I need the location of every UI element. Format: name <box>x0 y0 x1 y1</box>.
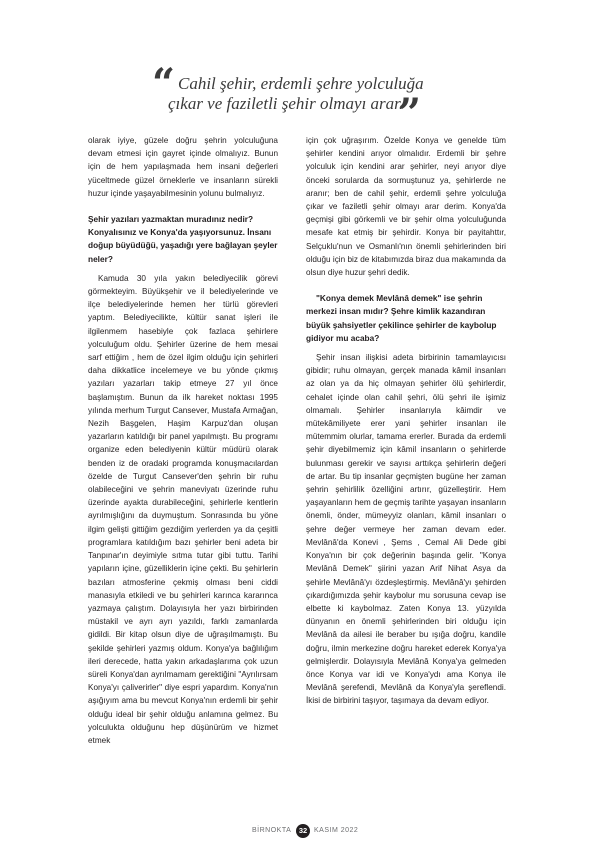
right-paragraph-1: için çok uğraşırım. Özelde Konya ve genelde tüm şehirler kendini arıyor olmalıdır. Erdemli bir şehre yolculuk için kendini arar şehirler, neyi arıyor diye önceki sorularda da sormuştunuz ya, şehirlerde ne aranır; ben de cahil şehir, erdemli şehre yolculuğa çıkar ve faziletli şehir olmayı arar derim. Konya'da geçmişi gibi görkemli ve bir şehir olma yolculuğunda mesafe kat etmiş bir şehirdir. Konya bir payitahttır, Selçuklu'nun ve Osmanlı'nın önemli şehirlerinden biri olduğu için biz de kitabımızda biraz dua makamında da olsun diye huzur şehri dedik. <box>306 136 506 278</box>
right-paragraph-2: Şehir insan ilişkisi adeta birbirinin tamamlayıcısı gibidir; ruhu olmayan, gerçek manada kâmil insanları az olan ya da hiç olmayan şehirler ölü şehirlerdir, cehalet içinde olan cahil şehri, ölü şehri ile işimiz olmamalı. Şehirler insanlarıyla kâimdir ve mütekâmiliyete erer yani şehirler insanları ile mütemmim olurlar, tamama ererler. Burada da erdemli şehir diyebilmemiz için kâmil insanların o şehirlerde bulunması gerekir ve sayısı arttıkça şehirlerin değeri de artar. Bu tip insanlar geçmişten bugüne her zaman şehrin şehirlilik özelliğini artırır, güzelleştirir. Hem yaşayanların hem de geçmiş tarihte yaşayan insanların önemli, önder, mümeyyiz olanları, kâmil insanları o şehre değer vermeye her zaman devam eder. Mevlânâ'da Konevi , Şems , Cemal Ali Dede gibi Konya'nın bir çok değerinin başında gelir. "Konya Mevlânâ Demek" şiirini yazan Arif Nihat Asya da şehirle Mevlânâ'yı özdeşleştirmiş. Mevlânâ'yı şehirden çıkardığımızda şehir kaybolur mu sorusuna cevap ise elbette ki kaybolmaz. Zaten Konya 13. yüzyılda dünyanın en önemli şehirlerinden biri olduğu için Mevlânâ da ailesi ile beraber bu ışığa doğru, kandile doğru, ilmin merkezine doğru hareket ederek Konya'ya gelmişlerdir. Dolayısıyla Mevlânâ Konya'ya gelmeden önce Konya var idi ve Konya'ydı ama Konya ile Mevlânâ şerefendi, Mevlânâ da Konya'yla şereflendi. İkisi de birbirini taşıyor, taşımaya da devam ediyor. <box>306 353 506 706</box>
magazine-brand: BİRNOKTA <box>252 827 292 834</box>
page-number: 32 <box>296 824 310 838</box>
left-column <box>88 134 278 747</box>
pull-quote-line-2: çıkar ve faziletli şehir olmayı arar. <box>168 94 404 113</box>
left-paragraph-2: Kamuda 30 yıla yakın belediyecilik görevi görmekteyim. Büyükşehir ve il belediyelerinde ve ilçe belediyelerinde hemen her türlü görevleri yaptım. Belediyecilikte, kültür sanat işleri ile ilgilenmem hasebiyle çok fazlaca şehirlere yolculuğum oldu. Şehirler üzerine de hem mesai sarf ettiğim , hem de özel ilgim olduğu için şehirleri daha dikkatlice incelemeye ve bu yönde çıkmış yazıları yazarları takip etmeye 27 yıl önce başlamıştım. Bunun da ilk hareket noktası 1995 yılında merhum Turgut Cansever, Mustafa Armağan, Nezih Başgelen, Haşim Karpuz'dan oluşan yazarların katıldığı bir panel yapılmıştı. Bu programı organize eden belediyenin kültür müdürü olarak benden iz de oradaki programda konuşmacılardan özelde de Turgut Cansever'den şehrin bir ruhu olabileceğini ve şehrin maneviyatı üzerinde ruhu üzerinde ayakta durabileceğini, şehirlerle kentlerin ayrılmışlığını da duymuştum. Sonrasında bu yöne ilgim gelişti gittiğim gezdiğim yerlerden ya da çeşitli programlara katıldığım bazı şehirler beni adeta bir Tanpınar'ın deyimiyle sıtma tutar gibi tuttu. Tarihi yapıların içine, güzelliklerin içine çekti. Bu şehirlerin bazıları atmosferine çekmiş olması beni ciddi manasıyla etkiledi ve bu şehirleri karınca kararınca yazmaya çalıştım. Dolayısıyla her yazı birbirinden müstakil ve ayrı ayrı yazıldı, farklı zamanlarda gidildi. Bir kitap olsun diye de uğraşılmamıştı. Bu şekilde şehirleri yazmış oldum. Konya'ya bağlılığım ileri derecede, hatta yakın arkadaşlarıma çok uzun süreli Konya'dan ayrılmamam gerektiğini "Ayrılırsam Konya'yı çaliverirler" diye espri yapardım. Konya'nın aşığıyım ama bu mevcut Konya'nın erdemli bir şehir olduğu ideal bir şehir olduğu anlamına gelmez. Bu yolculukta olduğunu hep düşünürüm ve hizmet etmek <box>88 273 278 745</box>
page-footer <box>0 822 603 842</box>
close-quote-mark: ” <box>398 90 422 137</box>
open-quote-mark: “ <box>152 60 176 107</box>
left-paragraph-1: olarak iyiye, güzele doğru şehrin yolculuğuna devam etmesi için gayret içinde olmalıyız. Bunun için de hem yapılaşmada hem insani değerleri yüceltmede güzel örneklerle ve insanların sürekli huzur içinde yaşayabilmesinin yolunu bulmalıyız. <box>88 136 278 198</box>
right-column <box>306 134 506 708</box>
issue-date: KASIM 2022 <box>314 827 359 834</box>
interview-question-1: Şehir yazıları yazmaktan muradınız nedir? Konyalısınız ve Konya'da yaşıyorsunuz. İnsanı doğup büyüdüğü, yaşadığı yere bağlayan şeyler neler? <box>88 214 278 264</box>
pull-quote-line-1: Cahil şehir, erdemli şehre yolculuğa <box>178 74 424 93</box>
interview-question-2: "Konya demek Mevlânâ demek" ise şehrin merkezi insan mıdır? Şehre kimlik kazandıran büyük şahsiyetler çekilince şehirler de kaybolup gidiyor mu acaba? <box>306 293 497 343</box>
pull-quote <box>120 60 450 137</box>
